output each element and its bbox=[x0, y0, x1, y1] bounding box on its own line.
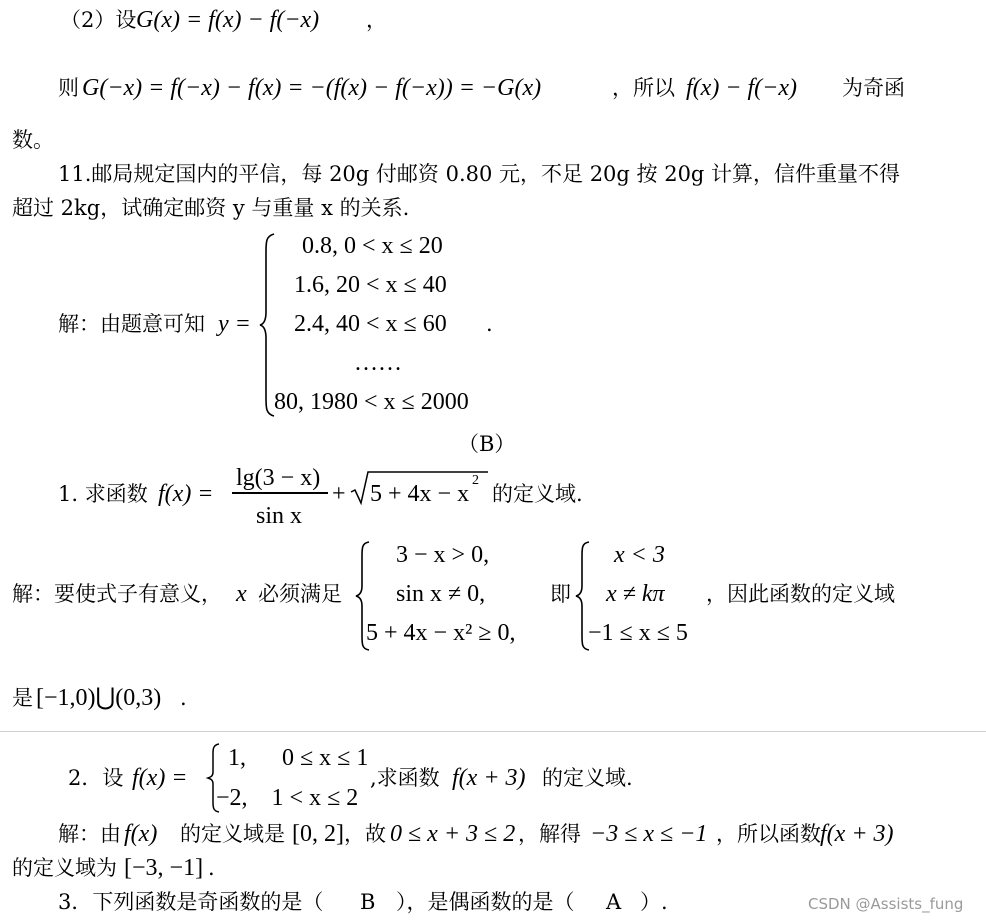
b1-case-2-3: −1 ≤ x ≤ 5 bbox=[588, 620, 688, 646]
b2-label: 2．设 bbox=[68, 766, 124, 790]
b2-solution-c: 的定义域是 bbox=[180, 822, 285, 846]
b1-result: [−1,0)⋃(0,3) bbox=[36, 685, 162, 711]
b2-solution-e: ，故 bbox=[344, 822, 386, 846]
q11-case-3: 2.4, 40 < x ≤ 60 bbox=[294, 311, 447, 337]
b2-solution-j: f(x + 3) bbox=[820, 821, 894, 847]
p2-expression: G(x) = f(x) − f(−x) bbox=[136, 7, 320, 33]
b2-case-2: −2, 1 < x ≤ 2 bbox=[216, 785, 359, 811]
q11-case-2: 1.6, 20 < x ≤ 40 bbox=[294, 272, 447, 298]
b2-tail-prefix: ,求函数 bbox=[370, 766, 440, 790]
q11-solution-prefix: 解：由题意可知 bbox=[58, 312, 205, 336]
b2-solution-h: −3 ≤ x ≤ −1 bbox=[590, 821, 708, 847]
p2b-tail: 为奇函 bbox=[842, 76, 905, 100]
b2-solution-f: 0 ≤ x + 3 ≤ 2 bbox=[390, 821, 516, 847]
p2-label: （2）设 bbox=[60, 8, 137, 32]
b1-label: 1. 求函数 bbox=[58, 482, 148, 506]
csdn-watermark: CSDN @Assists_fung bbox=[808, 895, 964, 913]
p2b-expression-2: f(x) − f(−x) bbox=[686, 75, 797, 101]
b1-tail: 的定义域. bbox=[492, 482, 583, 506]
b3-text-a: 3．下列函数是奇函数的是（ bbox=[58, 890, 324, 914]
q11-case-1: 0.8, 0 < x ≤ 20 bbox=[302, 233, 443, 259]
b1-solution-variable: x bbox=[236, 581, 247, 607]
b1-sqrt-body: 5 + 4x − x bbox=[370, 481, 470, 507]
b2-tail-expression: f(x + 3) bbox=[452, 765, 526, 791]
b3-text-c: ）. bbox=[640, 890, 668, 914]
b1-case-1-2: sin x ≠ 0, bbox=[396, 581, 486, 607]
b2-solution-line2-a: 的定义域为 bbox=[12, 856, 117, 880]
q11-case-last: 80, 1980 < x ≤ 2000 bbox=[274, 389, 469, 415]
b1-solution-tail: ，因此函数的定义域 bbox=[706, 582, 895, 606]
b1-case-2-2: x ≠ kπ bbox=[606, 581, 665, 607]
b1-plus: + bbox=[332, 481, 346, 507]
b1-numerator: lg(3 − x) bbox=[236, 465, 321, 491]
p2b-expression: G(−x) = f(−x) − f(x) = −(f(x) − f(−x)) = −G(x) bbox=[82, 75, 542, 101]
b2-tail: 的定义域. bbox=[542, 766, 633, 790]
b3-text-b: ），是偶函数的是（ bbox=[396, 890, 575, 914]
b3-answer-even: A bbox=[606, 890, 622, 914]
q11-line-2: 超过 2kg，试确定邮资 y 与重量 x 的关系. bbox=[12, 196, 410, 220]
b1-fraction-bar bbox=[232, 492, 328, 494]
b1-solution-prefix: 解：要使式子有意义， bbox=[12, 582, 222, 606]
q11-case-ellipsis: …… bbox=[354, 350, 402, 376]
b1-denominator: sin x bbox=[256, 503, 303, 529]
b2-solution-d: [0, 2] bbox=[292, 821, 344, 847]
b2-solution-line2-c: . bbox=[208, 856, 215, 880]
q11-line-1: 11.邮局规定国内的平信，每 20g 付邮资 0.80 元，不足 20g 按 20g 计算，信件重量不得 bbox=[58, 162, 901, 186]
section-divider bbox=[0, 731, 986, 732]
b1-case-2-1: x < 3 bbox=[614, 542, 665, 568]
part-b-label: （B） bbox=[458, 432, 516, 456]
b2-lhs: f(x) = bbox=[132, 765, 188, 791]
b1-lhs: f(x) = bbox=[158, 481, 214, 507]
b1-sqrt-superscript: 2 bbox=[472, 473, 479, 488]
b2-solution-i: ，所以函数 bbox=[716, 822, 821, 846]
b1-ji: 即 bbox=[550, 582, 571, 606]
b1-result-prefix: 是 bbox=[12, 686, 33, 710]
p2b-prefix: 则 bbox=[58, 76, 79, 100]
b2-solution-g: ，解得 bbox=[518, 822, 581, 846]
p2-tail: ， bbox=[366, 8, 387, 32]
p2b-mid: ，所以 bbox=[612, 76, 675, 100]
b2-solution-line2-b: [−3, −1] bbox=[124, 855, 204, 881]
b2-solution-a: 解：由 bbox=[58, 822, 121, 846]
p2b-continuation: 数。 bbox=[12, 128, 54, 152]
b3-answer-odd: B bbox=[360, 890, 376, 914]
b2-solution-b: f(x) bbox=[124, 821, 158, 847]
b1-case-1-1: 3 − x > 0, bbox=[396, 542, 490, 568]
q11-solution-variable: y = bbox=[218, 311, 251, 337]
b1-result-tail: . bbox=[180, 686, 187, 710]
q11-period: . bbox=[486, 312, 493, 336]
b1-solution-mid: 必须满足 bbox=[258, 582, 342, 606]
b2-case-1: 1, 0 ≤ x ≤ 1 bbox=[228, 745, 369, 771]
b1-case-1-3: 5 + 4x − x² ≥ 0, bbox=[366, 620, 516, 646]
